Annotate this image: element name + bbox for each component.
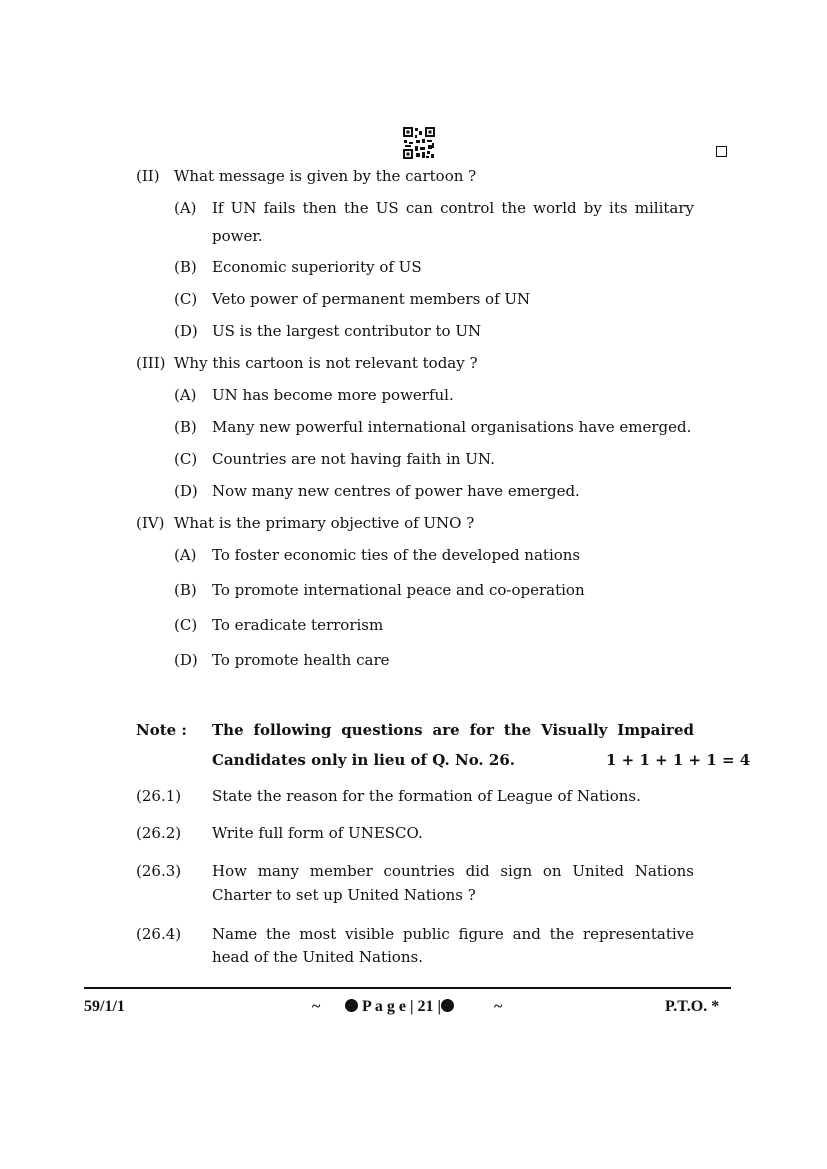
option-label: (C) bbox=[174, 616, 198, 634]
vi-question-number: (26.4) bbox=[136, 925, 182, 943]
vi-question-text-cont: Charter to set up United Nations ? bbox=[212, 886, 476, 904]
vi-question-text: Write full form of UNESCO. bbox=[212, 824, 423, 842]
option-text: Now many new centres of power have emerged. bbox=[212, 482, 580, 500]
question-text: What message is given by the cartoon ? bbox=[174, 167, 477, 185]
note-text-cont: Candidates only in lieu of Q. No. 26. bbox=[212, 751, 515, 769]
option-label: (B) bbox=[174, 258, 197, 276]
paper-code: 59/1/1 bbox=[84, 998, 125, 1015]
question-text: What is the primary objective of UNO ? bbox=[174, 514, 475, 532]
option-label: (C) bbox=[174, 290, 198, 308]
page-indicator bbox=[345, 997, 454, 1017]
vi-question-text: How many member countries did sign on United Nations bbox=[212, 862, 694, 880]
option-text: To promote international peace and co-operation bbox=[212, 581, 585, 599]
option-label: (D) bbox=[174, 651, 198, 669]
option-text: Veto power of permanent members of UN bbox=[212, 290, 531, 308]
tilde-left: ~ bbox=[312, 998, 321, 1015]
footer-rule bbox=[84, 987, 731, 989]
checkbox-square bbox=[716, 146, 727, 157]
option-text-cont: power. bbox=[212, 227, 263, 245]
question-text: Why this cartoon is not relevant today ? bbox=[174, 354, 478, 372]
marks-allocation: 1 + 1 + 1 + 1 = 4 bbox=[606, 751, 751, 769]
question-number: (II) bbox=[136, 167, 160, 185]
vi-question-text-cont: head of the United Nations. bbox=[212, 948, 423, 966]
option-label: (B) bbox=[174, 418, 197, 436]
vi-question-number: (26.3) bbox=[136, 862, 182, 880]
vi-question-text: State the reason for the formation of League of Nations. bbox=[212, 787, 641, 805]
bullet-icon bbox=[441, 999, 454, 1012]
option-label: (A) bbox=[174, 199, 197, 217]
option-label: (B) bbox=[174, 581, 197, 599]
vi-question-text: Name the most visible public figure and the representative bbox=[212, 925, 694, 943]
pto-text: P.T.O. * bbox=[665, 998, 720, 1015]
vi-question-number: (26.1) bbox=[136, 787, 182, 805]
option-text: To eradicate terrorism bbox=[212, 616, 384, 634]
option-label: (A) bbox=[174, 386, 197, 404]
option-text: To foster economic ties of the developed nations bbox=[212, 546, 581, 564]
option-label: (D) bbox=[174, 322, 198, 340]
qr-code bbox=[403, 127, 435, 159]
option-text: To promote health care bbox=[212, 651, 390, 669]
tilde-right: ~ bbox=[494, 998, 503, 1015]
option-text: Economic superiority of US bbox=[212, 258, 422, 276]
option-text: Countries are not having faith in UN. bbox=[212, 450, 495, 468]
option-text: If UN fails then the US can control the world by its military bbox=[212, 199, 694, 217]
option-label: (C) bbox=[174, 450, 198, 468]
page-number-text: P a g e | 21 | bbox=[362, 998, 442, 1015]
option-label: (A) bbox=[174, 546, 197, 564]
vi-question-number: (26.2) bbox=[136, 824, 182, 842]
note-text: The following questions are for the Visually Impaired bbox=[212, 721, 694, 739]
question-number: (IV) bbox=[136, 514, 165, 532]
question-number: (III) bbox=[136, 354, 166, 372]
option-text: US is the largest contributor to UN bbox=[212, 322, 482, 340]
option-text: UN has become more powerful. bbox=[212, 386, 454, 404]
option-label: (D) bbox=[174, 482, 198, 500]
bullet-icon bbox=[345, 999, 358, 1012]
option-text: Many new powerful international organisations have emerged. bbox=[212, 418, 692, 436]
note-label: Note : bbox=[136, 721, 187, 739]
